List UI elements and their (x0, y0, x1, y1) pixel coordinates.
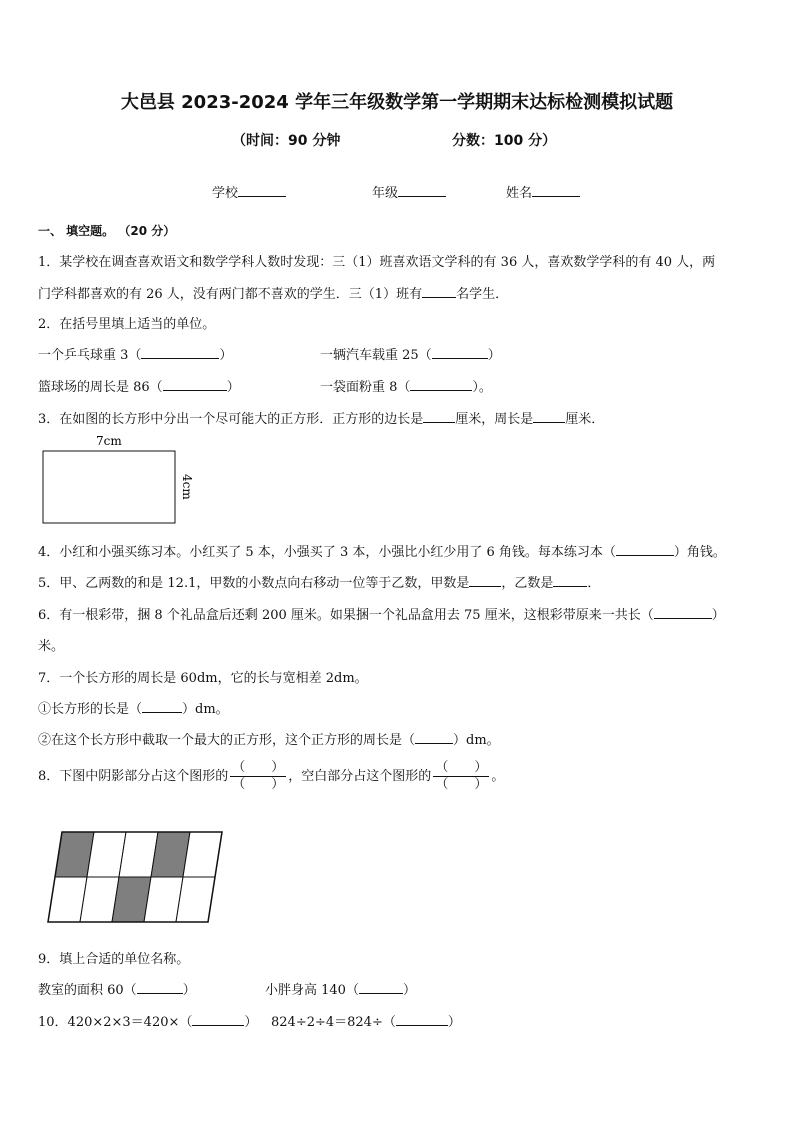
q7-p1-blank[interactable] (142, 700, 182, 713)
q10-a-text: 10．420×2×3＝420×（ (38, 1015, 193, 1030)
section-heading: 一、 填空题。 （20 分） (38, 224, 176, 238)
q8-shaded-fraction[interactable] (230, 760, 286, 793)
q7-p2-blank[interactable] (415, 731, 453, 744)
q7-p1 (38, 698, 229, 717)
q2-stem: 2．在括号里填上适当的单位。 (38, 317, 216, 332)
q6-line2: 米。 (38, 639, 65, 654)
q7-p2-end: ）dm。 (453, 733, 500, 748)
q8-blank-numerator: （ ） (435, 760, 488, 775)
q6-end: ） (711, 608, 725, 623)
q4 (38, 541, 726, 560)
grade-blank[interactable] (398, 183, 446, 197)
q2-a (38, 344, 232, 363)
q7-p2 (38, 729, 500, 748)
q2-a-blank[interactable] (141, 346, 219, 359)
q6-blank[interactable] (654, 606, 712, 619)
q10-b-end: ） (447, 1015, 461, 1030)
q2-d-end: ）。 (472, 380, 492, 395)
q2-c (38, 376, 240, 395)
q1-line2 (38, 283, 508, 302)
q9-stem: 9．填上合适的单位名称。 (38, 952, 190, 967)
q4-blank[interactable] (616, 543, 674, 556)
q10-b-blank[interactable] (396, 1013, 448, 1026)
q10-a-end: ） (244, 1015, 258, 1030)
q6-text: 6．有一根彩带，捆 8 个礼品盒后还剩 200 厘米。如果捆一个礼品盒用去 75 厘米，这根彩带原来一共长（ (38, 608, 654, 623)
q9-a-blank[interactable] (137, 981, 183, 994)
q3-stem (38, 408, 604, 427)
q3-height-label: 4cm (180, 474, 194, 500)
q5-blank-a[interactable] (469, 574, 501, 587)
q9-a-end: ） (182, 983, 196, 998)
q5-text-c: ． (587, 576, 601, 591)
q9-a (38, 979, 196, 998)
q3-blank-side[interactable] (423, 410, 455, 423)
q7-stem: 7．一个长方形的周长是 60dm，它的长与宽相差 2dm。 (38, 671, 368, 686)
grade-field (372, 182, 446, 201)
q10-a-blank[interactable] (192, 1013, 244, 1026)
q4-end: ）角钱。 (673, 545, 726, 560)
q8 (38, 760, 504, 793)
q2-a-text: 一个乒乓球重 3（ (38, 348, 142, 363)
q2-d-blank[interactable] (410, 378, 472, 391)
q5-text-a: 5．甲、乙两数的和是 12.1，甲数的小数点向右移动一位等于乙数，甲数是 (38, 576, 470, 591)
q9-a-text: 教室的面积 60（ (38, 983, 137, 998)
q5 (38, 572, 600, 591)
q3-text-c: 厘米． (565, 412, 605, 427)
q8-text-c: 。 (491, 769, 505, 784)
q2-b (320, 344, 501, 363)
q2-b-text: 一辆汽车载重 25（ (320, 348, 432, 363)
q9-b-text: 小胖身高 140（ (265, 983, 359, 998)
school-blank[interactable] (238, 183, 286, 197)
q2-c-text: 篮球场的周长是 86（ (38, 380, 163, 395)
q10-b-text: 824÷2÷4＝824÷（ (271, 1015, 396, 1030)
q8-text-a: 8．下图中阴影部分占这个图形的 (38, 769, 229, 784)
school-label: 学校 (212, 186, 239, 201)
q1-line1: 1．某学校在调查喜欢语文和数学学科人数时发现：三（1）班喜欢语文学科的有 36 人，喜欢数学学科的有 40 人，两 (38, 255, 716, 270)
q2-d-text: 一袋面粉重 8（ (320, 380, 411, 395)
q10-a (38, 1011, 257, 1030)
q1-text: 门学科都喜欢的有 26 人，没有两门都不喜欢的学生．三（1）班有 (38, 287, 423, 302)
q7-p1-end: ）dm。 (182, 702, 229, 717)
exam-title: 大邑县 2023-2024 学年三年级数学第一学期期末达标检测模拟试题 (120, 92, 674, 113)
q8-shaded-numerator: （ ） (232, 760, 285, 775)
q5-text-b: ，乙数是 (501, 576, 554, 591)
q7-p2-text: ②在这个长方形中截取一个最大的正方形，这个正方形的周长是（ (38, 733, 416, 748)
q3-text-a: 3．在如图的长方形中分出一个尽可能大的正方形．正方形的边长是 (38, 412, 424, 427)
q9-b (265, 979, 416, 998)
school-field (212, 182, 286, 201)
exam-score: 分数：100 分） (452, 133, 557, 149)
q8-shaded-denominator: （ ） (232, 777, 285, 792)
q3-rectangle-figure (40, 432, 210, 532)
q7-p1-text: ①长方形的长是（ (38, 702, 143, 717)
q2-a-end: ） (219, 348, 233, 363)
q8-blank-fraction[interactable] (433, 760, 489, 793)
q2-c-blank[interactable] (163, 378, 227, 391)
q3-text-b: 厘米，周长是 (455, 412, 534, 427)
q1-blank[interactable] (422, 285, 456, 298)
q9-b-blank[interactable] (359, 981, 403, 994)
q9-b-end: ） (402, 983, 416, 998)
q2-b-blank[interactable] (432, 346, 488, 359)
q5-blank-b[interactable] (553, 574, 587, 587)
q3-width-label: 7cm (96, 434, 122, 448)
exam-time: （时间：90 分钟 (232, 133, 341, 149)
q3-rectangle (43, 451, 175, 523)
q2-c-end: ） (226, 380, 240, 395)
name-field (506, 182, 580, 201)
q8-blank-denominator: （ ） (435, 777, 488, 792)
q10-b (271, 1011, 461, 1030)
q1-text-end: 名学生． (456, 287, 509, 302)
q2-b-end: ） (487, 348, 501, 363)
name-label: 姓名 (506, 186, 533, 201)
q3-blank-perimeter[interactable] (533, 410, 565, 423)
q2-d (320, 376, 492, 395)
q8-text-b: ，空白部分占这个图形的 (288, 769, 432, 784)
q8-parallelogram-figure (40, 826, 230, 926)
grade-label: 年级 (372, 186, 399, 201)
name-blank[interactable] (532, 183, 580, 197)
q4-text: 4．小红和小强买练习本。小红买了 5 本，小强买了 3 本，小强比小红少用了 6 角钱。每本练习本（ (38, 545, 616, 560)
q6-line1 (38, 604, 725, 623)
